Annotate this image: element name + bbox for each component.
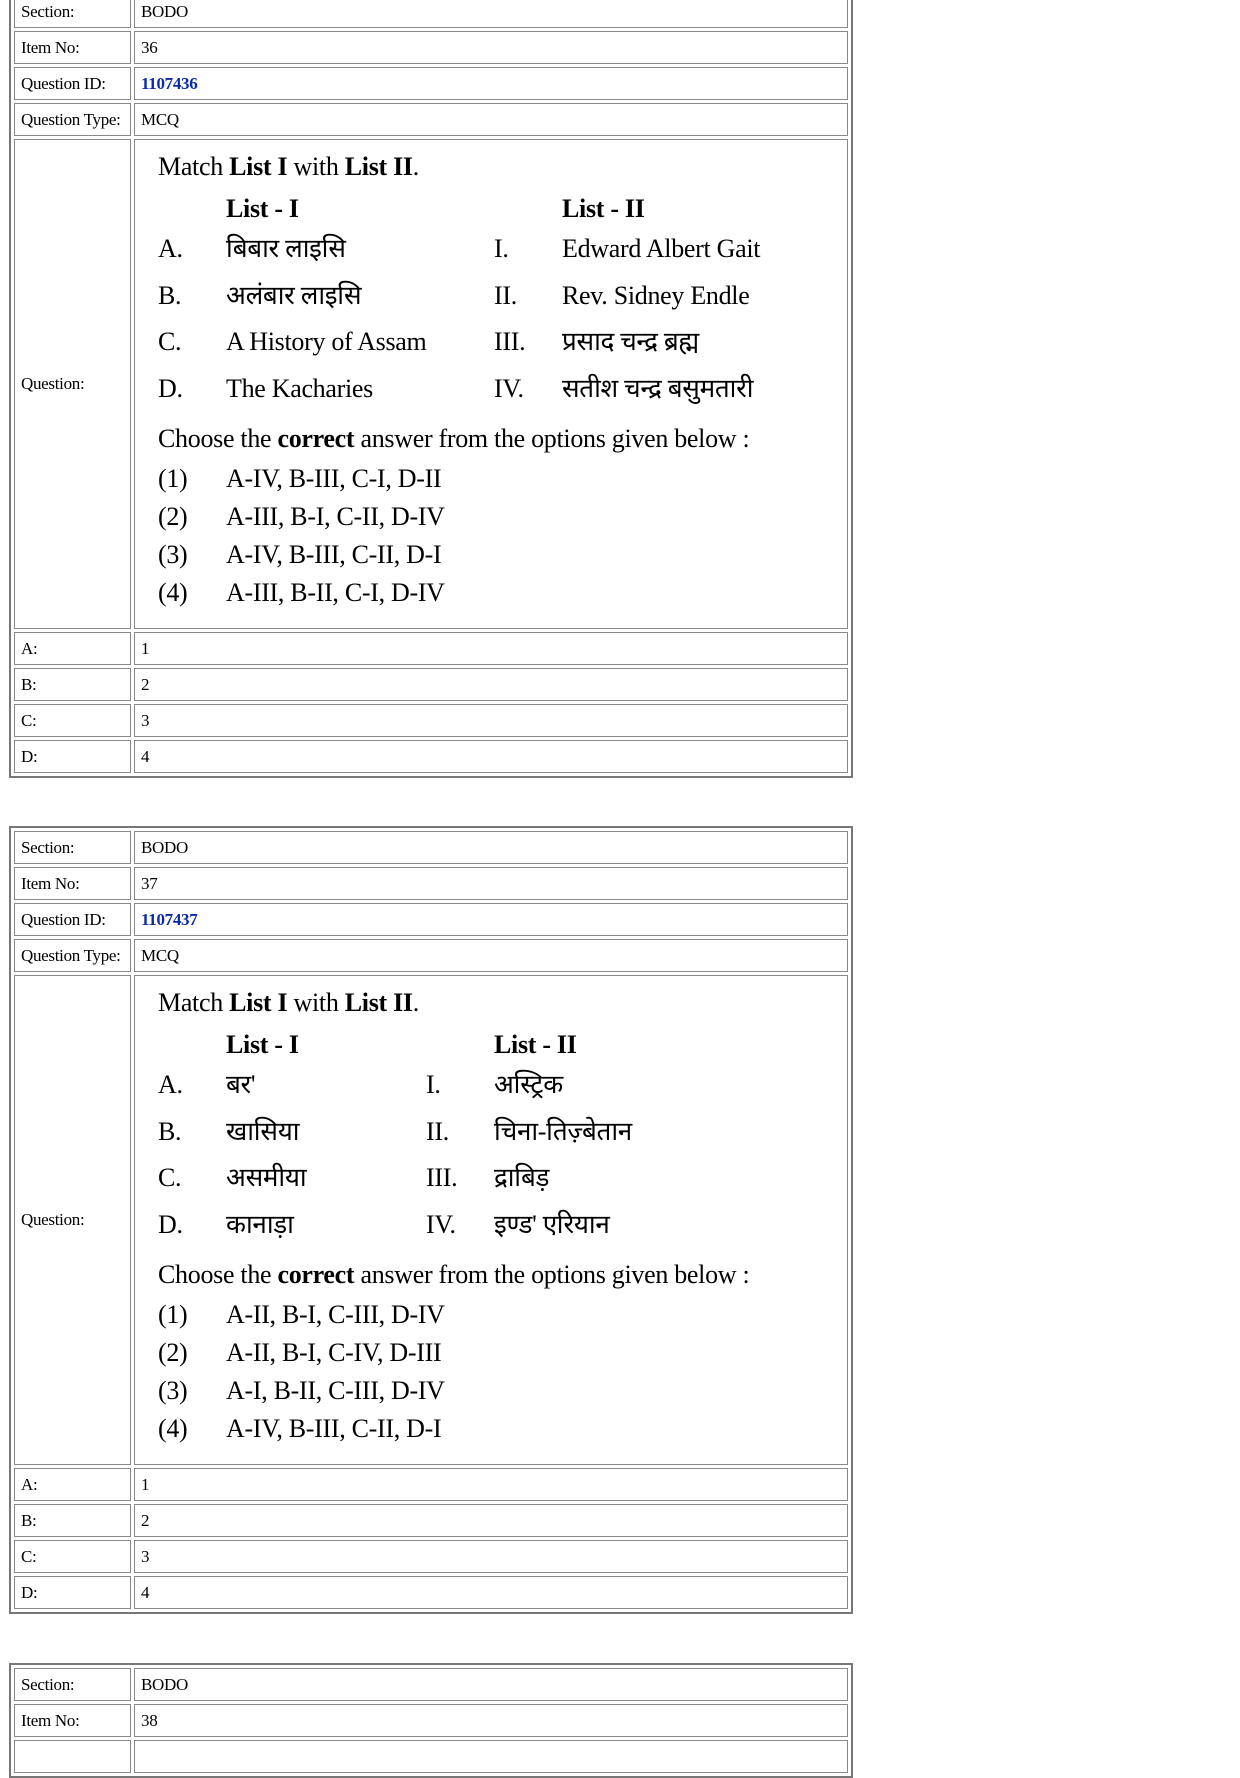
answer-c-label: C:: [14, 704, 131, 737]
list-1-key: D.: [158, 373, 183, 403]
option-row: [158, 1378, 831, 1416]
list-2-heading: List - II: [494, 1030, 577, 1059]
answer-b-value: 2: [134, 1504, 848, 1537]
choose-bold: correct: [277, 1260, 355, 1289]
list-1-heading: List - I: [226, 194, 299, 223]
option-text: A-III, B-II, C-I, D-IV: [226, 578, 445, 607]
answer-b-label: B:: [14, 1504, 131, 1537]
item-no-value: 36: [134, 31, 848, 64]
question-label: Question:: [14, 975, 131, 1465]
choose-text: Choose the: [158, 424, 278, 453]
question-type-value: MCQ: [134, 939, 848, 972]
question-type-value: MCQ: [134, 103, 848, 136]
question-type-row: [14, 939, 848, 972]
answer-d-row: [14, 1576, 848, 1609]
question-id-row: [14, 67, 848, 100]
list-2-key: I.: [426, 1070, 441, 1099]
choose-text: Choose the: [158, 1260, 278, 1289]
intro-text: with: [287, 152, 345, 181]
option-number: (3): [158, 1376, 188, 1405]
intro-text: .: [412, 988, 419, 1017]
option-number: (2): [158, 502, 188, 531]
question-table-38: [9, 1663, 853, 1778]
option-number: (3): [158, 540, 188, 569]
match-row: [158, 1072, 831, 1119]
list-2-item: अस्ट्रिक: [494, 1070, 563, 1099]
answer-c-row: [14, 1540, 848, 1573]
question-id-label: Question ID:: [14, 67, 131, 100]
list-1-heading: List - I: [226, 1030, 299, 1059]
match-row: [158, 373, 831, 423]
section-row: [14, 831, 848, 864]
question-id-label: Question ID:: [14, 903, 131, 936]
intro-bold: List II: [344, 988, 413, 1017]
list-2-item: इण्ड' एरियान: [494, 1209, 610, 1239]
answer-d-row: [14, 740, 848, 773]
choose-bold: correct: [277, 424, 355, 453]
list-1-key: C.: [158, 1163, 182, 1192]
section-label: Section:: [14, 1668, 131, 1701]
answer-c-value: 3: [134, 704, 848, 737]
section-label: Section:: [14, 831, 131, 864]
answer-a-row: [14, 1468, 848, 1501]
list-2-key: II.: [494, 280, 517, 310]
answer-a-row: [14, 632, 848, 665]
list-2-key: II.: [426, 1116, 449, 1146]
intro-bold: List II: [344, 152, 413, 181]
option-row: [158, 504, 831, 542]
choose-text: answer from the options given below :: [354, 1260, 750, 1289]
answer-c-label: C:: [14, 1540, 131, 1573]
list-2-item: Rev. Sidney Endle: [562, 280, 750, 310]
list-2-key: III.: [426, 1163, 458, 1192]
list-1-item: बिबार लाइसि: [226, 234, 346, 263]
answer-c-row: [14, 704, 848, 737]
intro-text: with: [287, 988, 345, 1017]
section-row: [14, 0, 848, 28]
intro-text: Match: [158, 988, 230, 1017]
answer-b-label: B:: [14, 668, 131, 701]
list-1-item: A History of Assam: [226, 327, 427, 356]
question-id-row: [14, 903, 848, 936]
option-number: (4): [158, 578, 188, 607]
question-type-row: [14, 103, 848, 136]
option-text: A-II, B-I, C-IV, D-III: [226, 1338, 442, 1367]
section-value: BODO: [134, 831, 848, 864]
question-table-37: [9, 826, 853, 1614]
list-2-item: चिना-तिज़्बेतान: [494, 1116, 632, 1146]
list-1-item: कानाड़ा: [226, 1209, 294, 1239]
item-no-label: Item No:: [14, 1704, 131, 1737]
list-1-key: D.: [158, 1209, 183, 1239]
match-row: [158, 236, 831, 283]
option-text: A-IV, B-III, C-II, D-I: [226, 1414, 442, 1443]
choose-instruction: [158, 1262, 831, 1302]
answer-b-row: [14, 1504, 848, 1537]
option-text: A-II, B-I, C-III, D-IV: [226, 1300, 445, 1329]
option-row: [158, 1302, 831, 1340]
option-row: [158, 542, 831, 580]
question-body: [134, 139, 848, 629]
match-row: [158, 1165, 831, 1212]
option-text: A-I, B-II, C-III, D-IV: [226, 1376, 445, 1405]
option-text: A-IV, B-III, C-I, D-II: [226, 464, 442, 493]
list-1-item: अलंबार लाइसि: [226, 280, 362, 310]
list-1-key: C.: [158, 327, 182, 356]
answer-d-value: 4: [134, 1576, 848, 1609]
question-label: Question:: [14, 139, 131, 629]
list-2-key: IV.: [426, 1209, 456, 1239]
choose-instruction: [158, 426, 831, 466]
match-row: [158, 1209, 831, 1259]
option-number: (4): [158, 1414, 188, 1443]
list-1-item: बर': [226, 1070, 256, 1099]
choose-text: answer from the options given below :: [354, 424, 750, 453]
match-row: [158, 1116, 831, 1166]
cut-off-cell: [14, 1740, 131, 1773]
list-1-item: खासिया: [226, 1116, 300, 1146]
cut-off-cell: [134, 1740, 848, 1773]
answer-c-value: 3: [134, 1540, 848, 1573]
intro-bold: List I: [229, 152, 288, 181]
answer-d-label: D:: [14, 1576, 131, 1609]
list-2-key: I.: [494, 234, 509, 263]
intro-bold: List I: [229, 988, 288, 1017]
question-row: [14, 139, 848, 629]
question-row: [14, 975, 848, 1465]
answer-b-row: [14, 668, 848, 701]
next-row: [14, 1740, 848, 1773]
list-2-item: प्रसाद चन्द्र ब्रह्म: [562, 327, 699, 356]
list-1-key: B.: [158, 1116, 182, 1146]
option-number: (1): [158, 464, 188, 493]
section-value: BODO: [134, 0, 848, 28]
item-no-row: [14, 1704, 848, 1737]
list-headers: [158, 1032, 831, 1072]
answer-a-label: A:: [14, 632, 131, 665]
list-1-key: A.: [158, 1070, 183, 1099]
option-row: [158, 1340, 831, 1378]
option-row: [158, 580, 831, 618]
list-headers: [158, 196, 831, 236]
item-no-label: Item No:: [14, 31, 131, 64]
list-2-key: III.: [494, 327, 526, 356]
answer-a-value: 1: [134, 632, 848, 665]
option-row: [158, 1416, 831, 1454]
answer-a-value: 1: [134, 1468, 848, 1501]
option-row: [158, 466, 831, 504]
item-no-label: Item No:: [14, 867, 131, 900]
question-type-label: Question Type:: [14, 103, 131, 136]
list-2-heading: List - II: [562, 194, 645, 223]
question-type-label: Question Type:: [14, 939, 131, 972]
item-no-row: [14, 31, 848, 64]
section-label: Section:: [14, 0, 131, 28]
answer-a-label: A:: [14, 1468, 131, 1501]
option-number: (2): [158, 1338, 188, 1367]
list-1-key: A.: [158, 234, 183, 263]
intro-text: Match: [158, 152, 230, 181]
question-intro: [158, 990, 831, 1026]
list-2-item: Edward Albert Gait: [562, 234, 761, 263]
item-no-value: 37: [134, 867, 848, 900]
list-1-item: The Kacharies: [226, 373, 373, 403]
intro-text: .: [412, 152, 419, 181]
question-id-value: 1107437: [134, 903, 848, 936]
section-row: [14, 1668, 848, 1701]
list-2-item: सतीश चन्द्र बसुमतारी: [562, 373, 754, 403]
list-1-key: B.: [158, 280, 182, 310]
answer-d-value: 4: [134, 740, 848, 773]
option-number: (1): [158, 1300, 188, 1329]
match-row: [158, 329, 831, 376]
answer-d-label: D:: [14, 740, 131, 773]
item-no-row: [14, 867, 848, 900]
option-text: A-IV, B-III, C-II, D-I: [226, 540, 442, 569]
question-intro: [158, 154, 831, 190]
question-id-value: 1107436: [134, 67, 848, 100]
list-2-key: IV.: [494, 373, 524, 403]
section-value: BODO: [134, 1668, 848, 1701]
question-table-36: [9, 0, 853, 778]
question-body: [134, 975, 848, 1465]
match-row: [158, 280, 831, 330]
option-text: A-III, B-I, C-II, D-IV: [226, 502, 445, 531]
list-1-item: असमीया: [226, 1163, 307, 1192]
list-2-item: द्राबिड़: [494, 1163, 550, 1192]
answer-b-value: 2: [134, 668, 848, 701]
item-no-value: 38: [134, 1704, 848, 1737]
